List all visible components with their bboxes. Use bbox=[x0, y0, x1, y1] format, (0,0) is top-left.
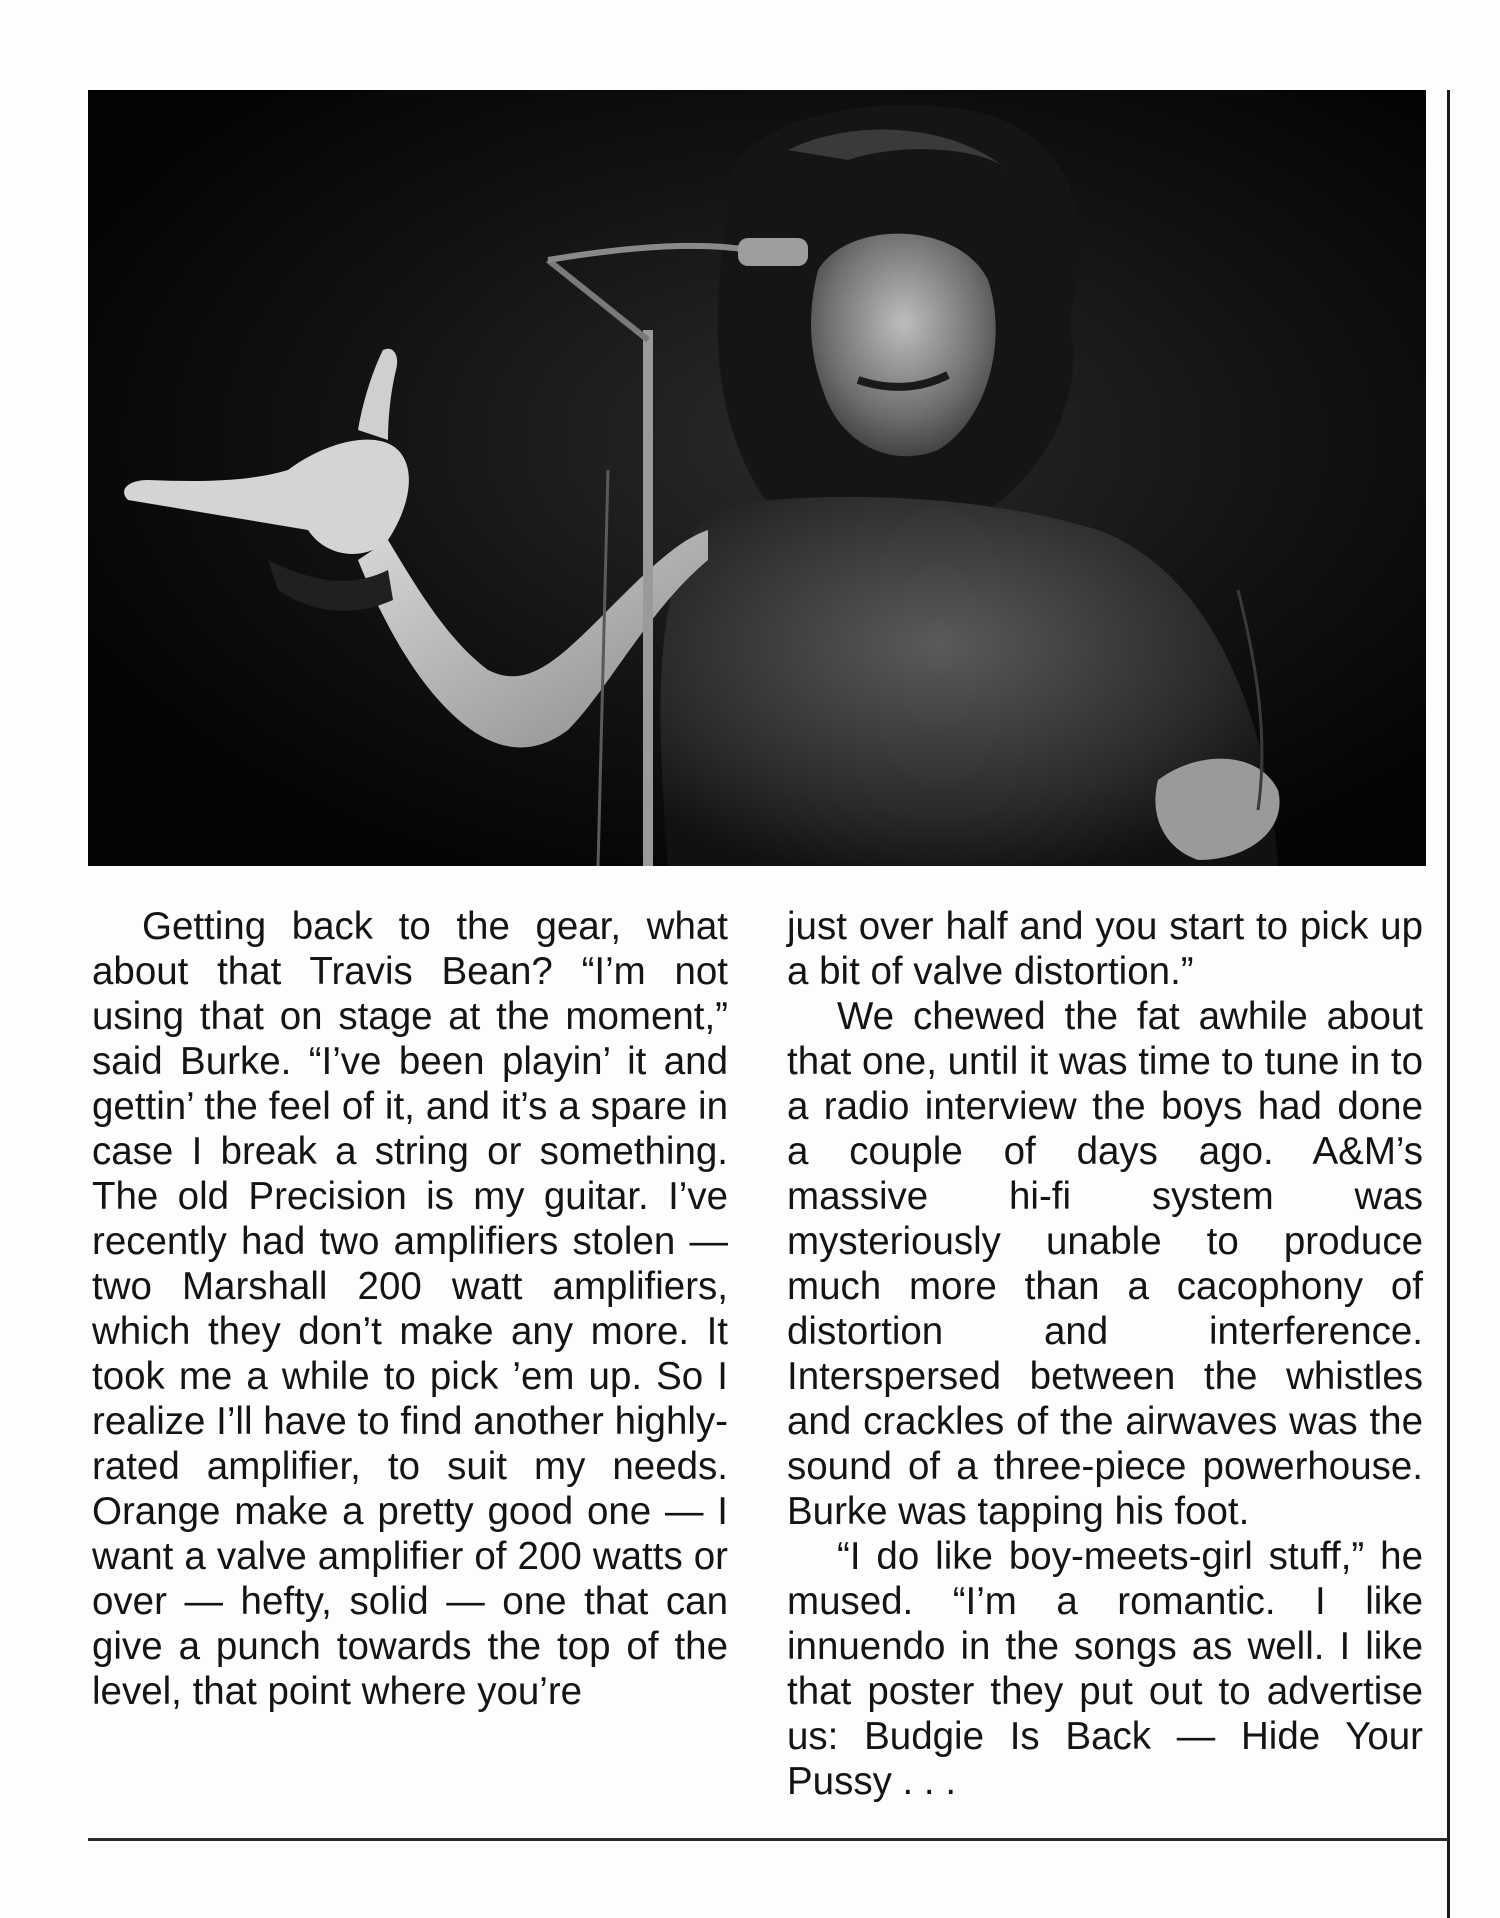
concert-photo bbox=[88, 90, 1426, 866]
article-paragraph: Getting back to the gear, what about that Travis Bean? “I’m not using that on stage at the moment,” said Burke. “I’ve been playin’ it and gettin’ the feel of it, and it’s a spare in case I break a string or something. The old Precision is my guitar. I’ve recently had two amplifiers stolen — two Marshall 200 watt amplifiers, which they don’t make any more. It took me a while to pick ’em up. So I realize I’ll have to find another highly-rated amplifier, to suit my needs. Orange make a pretty good one — I want a valve amplifier of 200 watts or over — hefty, solid — one that can give a punch towards the top of the level, that point where you’re bbox=[92, 905, 728, 1713]
article-column-right bbox=[787, 904, 1423, 1804]
article-paragraph: “I do like boy-meets-girl stuff,” he mused. “I’m a romantic. I like innuendo in the songs as well. I like that poster they put out to advertise us: Budgie Is Back — Hide Your Pussy . . . bbox=[787, 1535, 1423, 1803]
column-rule-right bbox=[1447, 90, 1450, 1918]
article-column-left bbox=[92, 904, 728, 1714]
article-paragraph: We chewed the fat awhile about that one, until it was time to tune in to a radio interview the boys had done a couple of days ago. A&M’s massive hi-fi system was mysteriously unable to produce much more than a cacophony of distortion and interference. Interspersed between the whistles and crackles of the airwaves was the sound of a three-piece powerhouse. Burke was tapping his foot. bbox=[787, 995, 1423, 1533]
page-rule-bottom bbox=[88, 1838, 1448, 1841]
article-paragraph-continued: just over half and you start to pick up a bit of valve distortion.” bbox=[787, 905, 1423, 993]
concert-photo-illustration bbox=[88, 90, 1426, 866]
